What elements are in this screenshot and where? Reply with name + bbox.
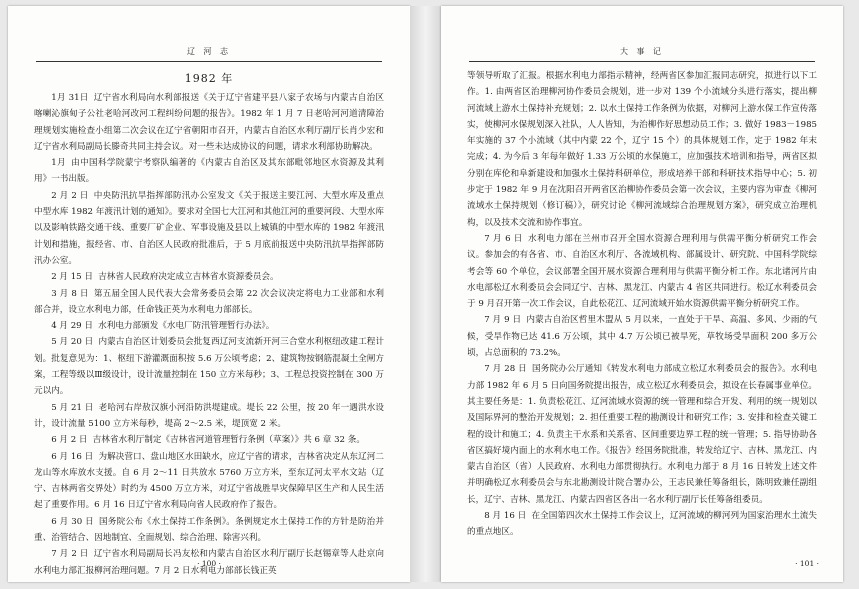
entry-text: 国务院办公厅通知《转发水利电力部成立松辽水利委员会的报告》。水利电力部 1982 年 6 月 5 日向国务院提出报告，成立松辽水利委员会，拟设在长春属事业单位。其主要任务是：1. 负责松花江、辽河流域水资源的统一管理和综合开发、利用的统一规划以及国际界河的整治开发规划；2. 担任重要工程的勘测设计和研究工作；3. 安排和检查关键工程的设计和施工；4. 负责主干水系和关系省、区间重要边界工程的统一管理；5. 指导协助各省区搞好境内面上的水利水电工作。《报告》经国务院批准，转发给辽宁、吉林、黑龙江、内蒙古自治区（省）人民政府、水利电力部贯彻执行。水利电力部于 8 月 16 日转发上述文件并明确松辽水利委员会与东北勘测设计院合署办公，王志民兼任筹备组长，陈明致兼任副组长，辽宁、吉林、黑龙江、内蒙古四省区各出一名水利厅副厅长任筹备组委员。 xyxy=(467,364,818,505)
entry-text: 水利电力部颁发《水电厂防汛管理暂行办法》。 xyxy=(98,321,275,332)
page-number: · 100 · xyxy=(197,559,221,568)
chronicle-entry xyxy=(34,514,384,547)
running-head: 辽 河 志 xyxy=(36,46,382,62)
chronicle-entry xyxy=(34,90,384,155)
chronicle-entry xyxy=(467,68,817,231)
entry-text: 中央防汛抗旱指挥部防汛办公室发文《关于报送主要江河、大型水库及重点中型水库 1982 年渡汛计划的通知》。要求对全国七大江河和其他江河的重要河段、大型水库以及影响铁路交通干线、重要厂矿企业、军事设施及县以上城镇的中型水库的 1982 年渡汛计划和措施，报经省、市、自治区人民政府批准后，于 5 月底前报送中央防汛抗旱指挥部防汛办公室。 xyxy=(34,190,384,266)
entry-text: 国务院公布《水土保持工作条例》。条例规定水土保持工作的方针是防治并重、治管结合、因地制宜、全面规划、综合治理、除害兴利。 xyxy=(34,516,385,544)
entry-date: 7 月 28 日 xyxy=(484,364,527,375)
entry-date: 7 月 6 日 xyxy=(484,233,523,244)
entry-date: 1月 xyxy=(51,158,66,169)
chronicle-entry xyxy=(34,334,384,399)
right-page xyxy=(441,6,843,582)
chronicle-entry xyxy=(34,449,384,514)
entry-date: 5 月 20 日 xyxy=(51,337,94,348)
entry-list xyxy=(467,68,817,541)
entry-text: 老哈河右岸敖汉旗小河沿防洪堤建成。堤长 22 公里，按 20 年一遇洪水设计，设计流量 5100 立方米每秒，堤高 2～2.5 米，堤顶宽 2 米。 xyxy=(34,402,384,429)
entry-text: 吉林省水利厅制定《吉林省河道管理暂行条例（草案）》共 6 章 32 条。 xyxy=(92,435,365,446)
entry-text: 等领导听取了汇报。根据水利电力部指示精神，经两省区参加汇报同志研究，拟进行以下工作。1. 由两省区治理柳河协作委员会规划，进一步对 139 个小流域分头进行落实，提出柳河流域上游水土保持补充规划；2. 以水土保持工作条例为依据，对柳河上游水保工作宣传落实，使柳河水保规划深入社队，人人皆知，为治柳作好思想动员工作；3. 做好 1983－1985 年实施的 37 个小流域（其中内蒙 22 个，辽宁 15 个）的具体规划工作，定于 1982 年末完成；4. 为今后 3 年每年做好 1.33 万公顷的水保施工，应加强技术培训和指导，两省区拟分别在库伦和阜新建设和加强水土保持科研单位，形成培养干部和科研技术指导中心；5. 初步定于 1982 年 9 月在沈阳召开两省区治柳协作委员会第一次会议，主要内容为审查《柳河流域水土保持规划（修订稿）》，研究讨论《柳河流域综合治理规划方案》，研究成立治理机构，以及技术交流和协作事宜。 xyxy=(467,71,817,228)
left-page xyxy=(8,6,410,582)
chronicle-entry xyxy=(34,269,384,285)
entry-date: 4 月 29 日 xyxy=(51,321,93,332)
entry-date: 2 月 2 日 xyxy=(51,190,89,201)
entry-text: 第五届全国人民代表大会常务委员会第 22 次会议决定将电力工业部和水利部合并，设立水利电力部，任命钱正英为水利电力部部长。 xyxy=(34,288,384,315)
entry-date: 2 月 15 日 xyxy=(51,272,93,283)
entry-text: 由中国科学院蒙宁考察队编著的《内蒙古自治区及其东部毗邻地区水资源及其利用》一书出版。 xyxy=(34,158,384,185)
entry-text: 为解决营口、盘山地区水田缺水，应辽宁省的请求，吉林省决定从东辽河二龙山等水库放水支援。自 6 月 2～11 日共放水 5760 万立方米，至东辽河太平水文站（辽宁、吉林两省交界处）时约为 4500 万立方米，对辽宁省战胜旱灾保障早区生产和人民生活起了重要作用。6 月 16 日辽宁省水利局向省人民政府作了报告。 xyxy=(34,451,384,511)
entry-date: 6 月 2 日 xyxy=(51,435,88,446)
entry-date: 8 月 16 日 xyxy=(484,511,527,522)
entry-list xyxy=(34,90,384,579)
entry-text: 辽宁省水利局向水利部报送《关于辽宁省建平县八家子农场与内蒙古自治区喀喇沁旗甸子公社老哈河改河工程纠纷问题的报告》。1982 年 1 月 7 日老哈河河道清障治理规划实施检查小组第二次会议在辽宁省朝阳市召开，内蒙古自治区水利厅副厅长肖少宏和辽宁省水利局副局长滕奇共同主持会议。对一些未达成协议的问题，请求水利部协助解决。 xyxy=(34,93,384,152)
text-block xyxy=(34,68,384,579)
entry-text: 辽宁省水利局副局长冯友松和内蒙古自治区水利厅副厅长赵锡章等人赴京向水利电力部汇报柳河治理问题。7 月 2 日水利电力部部长钱正英 xyxy=(34,549,384,576)
chronicle-entry xyxy=(467,508,817,541)
entry-date: 7 月 9 日 xyxy=(484,315,522,326)
chronicle-entry xyxy=(467,361,817,508)
running-head: 大 事 记 xyxy=(469,46,815,62)
chronicle-entry xyxy=(34,318,384,334)
chronicle-entry xyxy=(467,312,817,361)
entry-text: 内蒙古自治区计划委员会批复西辽河支流新开河三合堂水利枢纽改建工程计划。批复意见为：1、枢纽下游灌溉面积按 5.6 万公顷考虑；2、建筑物按钢筋混凝土全闸方案，工程等级以Ⅲ级设计，设计流量控制在 150 立方米每秒；3、工程总投资控制在 300 万元以内。 xyxy=(34,337,384,397)
chronicle-entry xyxy=(34,155,384,188)
entry-text: 内蒙古自治区哲里木盟从 5 月以来，一直处于干旱、高温、多风、少雨的气候，受旱作物已达 41.6 万公顷，其中 4.7 万公顷已被旱死，草牧场受旱面积 200 多万公顷，占总面积的 73.2%。 xyxy=(467,315,817,359)
year-heading: 1982 年 xyxy=(184,72,234,85)
chronicle-entry xyxy=(467,231,817,312)
entry-date: 3 月 8 日 xyxy=(51,288,89,299)
chronicle-entry xyxy=(34,432,384,448)
text-block xyxy=(467,68,817,541)
chronicle-entry xyxy=(34,400,384,433)
entry-date: 7 月 2 日 xyxy=(51,549,89,560)
entry-text: 在全国第四次水土保持工作会议上，辽河流域的柳河列为国家治理水土流失的重点地区。 xyxy=(467,511,817,538)
entry-date: 1月 31日 xyxy=(51,93,89,103)
entry-date: 6 月 30 日 xyxy=(51,516,94,527)
entry-date: 6 月 16 日 xyxy=(51,451,94,462)
entry-date: 5 月 21 日 xyxy=(51,402,94,413)
page-number: · 101 · xyxy=(795,559,819,568)
entry-text: 水利电力部在兰州市召开全国水资源合理利用与供需平衡分析研究工作会议。参加会的有各省、市、自治区水利厅、各流域机构、部属设计、研究院、中国科学院综考会等 60 个单位，会议部署全国开展水资源合理利用与供需平衡分析工作。东北诸河片由水电部松辽水利委员会会同辽宁、吉林、黑龙江、内蒙古 4 省区共同进行。松辽水利委员会于 9 月召开第一次工作会议，自此松花江、辽河流域开始水资源供需平衡分析研究工作。 xyxy=(467,233,817,310)
entry-text: 吉林省人民政府决定成立吉林省水资源委员会。 xyxy=(98,272,279,283)
chronicle-entry xyxy=(34,286,384,319)
chronicle-entry xyxy=(34,188,384,269)
book-gutter xyxy=(410,6,441,582)
